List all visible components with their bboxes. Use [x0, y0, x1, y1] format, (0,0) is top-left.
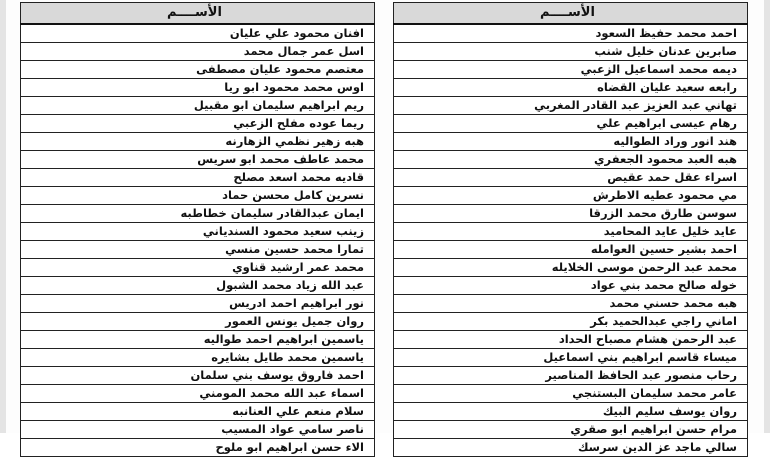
name-cell: اوس محمد محمود ابو ريا [21, 79, 375, 97]
column-header-name: الأســــم [394, 3, 748, 25]
name-cell: سالي ماجد عز الدين سرسك [394, 439, 748, 457]
table-row [394, 187, 748, 205]
table-row [394, 97, 748, 115]
name-cell: ميساء قاسم ابراهيم بني اسماعيل [394, 349, 748, 367]
name-cell: سوسن طارق محمد الزرقا [394, 205, 748, 223]
table-header-row [394, 3, 748, 25]
table-row [21, 79, 375, 97]
name-cell: مرام حسن ابراهيم ابو صقري [394, 421, 748, 439]
name-cell: ايمان عبدالقادر سليمان خطاطبه [21, 205, 375, 223]
table-row [394, 169, 748, 187]
names-table-right [393, 2, 748, 457]
table-row [21, 61, 375, 79]
name-cell: معتصم محمود عليان مصطفى [21, 61, 375, 79]
table-row [21, 169, 375, 187]
column-header-name: الأســــم [21, 3, 375, 25]
name-cell: محمد عبد الرحمن موسى الخلايله [394, 259, 748, 277]
table-row [21, 43, 375, 61]
table-row [21, 349, 375, 367]
scan-shadow-right [764, 0, 770, 433]
table-row [21, 97, 375, 115]
table-row [394, 133, 748, 151]
name-cell: عامر محمد سليمان البستنجي [394, 385, 748, 403]
table-row [394, 241, 748, 259]
table-row [394, 43, 748, 61]
name-cell: ريما عوده مفلح الزعبي [21, 115, 375, 133]
table-row [394, 385, 748, 403]
table-row [394, 259, 748, 277]
name-cell: ياسمين محمد طايل بشايره [21, 349, 375, 367]
table-row [394, 313, 748, 331]
name-cell: عايد خليل عايد المحاميد [394, 223, 748, 241]
name-cell: اماني راجي عبدالحميد بكر [394, 313, 748, 331]
name-cell: مي محمود عطيه الاطرش [394, 187, 748, 205]
table-row [21, 295, 375, 313]
name-cell: خوله صالح محمد بني عواد [394, 277, 748, 295]
name-cell: ديمه محمد اسماعيل الزعبي [394, 61, 748, 79]
name-cell: احمد محمد حفيظ السعود [394, 24, 748, 43]
name-cell: اسل عمر جمال محمد [21, 43, 375, 61]
table-row [21, 439, 375, 457]
name-cell: هبه زهير نظمي الزهارنه [21, 133, 375, 151]
table-row [21, 403, 375, 421]
table-row [394, 151, 748, 169]
table-header-row [21, 3, 375, 25]
table-row [394, 223, 748, 241]
table-row [394, 421, 748, 439]
table-row [21, 277, 375, 295]
name-cell: الاء حسن ابراهيم ابو ملوح [21, 439, 375, 457]
name-cell: احمد فاروق يوسف بني سلمان [21, 367, 375, 385]
names-table-left [20, 2, 375, 457]
name-cell: تمارا محمد حسين منسي [21, 241, 375, 259]
table-row [21, 331, 375, 349]
table-row [21, 187, 375, 205]
table-row [21, 151, 375, 169]
name-cell: روان يوسف سليم البيك [394, 403, 748, 421]
table-row [394, 61, 748, 79]
name-cell: اسماء عبد الله محمد المومني [21, 385, 375, 403]
name-cell: عبد الله زياد محمد الشبول [21, 277, 375, 295]
table-row [21, 313, 375, 331]
table-row [21, 385, 375, 403]
table-row [394, 331, 748, 349]
name-cell: ناصر سامي عواد المسيب [21, 421, 375, 439]
table-row [21, 367, 375, 385]
table-row [394, 205, 748, 223]
table-row [21, 115, 375, 133]
table-body [394, 24, 748, 457]
name-cell: زينب سعيد محمود السندياني [21, 223, 375, 241]
name-cell: سلام منعم علي العنانبه [21, 403, 375, 421]
name-cell: رحاب منصور عبد الحافظ المناصير [394, 367, 748, 385]
name-cell: نور ابراهيم احمد ادريس [21, 295, 375, 313]
name-cell: افنان محمود علي عليان [21, 24, 375, 43]
table-row [394, 115, 748, 133]
name-cell: محمد عمر ارشيد قناوي [21, 259, 375, 277]
name-cell: هند انور وراد الطواليه [394, 133, 748, 151]
table-row [394, 24, 748, 43]
table-row [21, 421, 375, 439]
name-cell: ياسمين ابراهيم احمد طواليه [21, 331, 375, 349]
name-cell: قاديه محمد اسعد مصلح [21, 169, 375, 187]
name-cell: محمد عاطف محمد ابو سريس [21, 151, 375, 169]
name-cell: هبه محمد حسني محمد [394, 295, 748, 313]
name-cell: اسراء عقل حمد عقيص [394, 169, 748, 187]
table-row [21, 205, 375, 223]
name-cell: احمد بشير حسين العوامله [394, 241, 748, 259]
table-row [394, 403, 748, 421]
name-cell: صابرين عدنان خليل شنب [394, 43, 748, 61]
table-row [394, 295, 748, 313]
scan-shadow-left [0, 0, 6, 433]
table-row [21, 241, 375, 259]
name-cell: تهاني عبد العزيز عبد القادر المغربي [394, 97, 748, 115]
table-row [21, 259, 375, 277]
table-row [21, 24, 375, 43]
name-cell: هبه العبد محمود الجعفري [394, 151, 748, 169]
table-row [394, 79, 748, 97]
table-row [394, 439, 748, 457]
table-row [21, 223, 375, 241]
table-row [21, 133, 375, 151]
table-row [394, 349, 748, 367]
name-cell: ريم ابراهيم سليمان ابو مقبيل [21, 97, 375, 115]
name-cell: رابعه سعيد عليان القضاه [394, 79, 748, 97]
name-cell: رهام عيسى ابراهيم علي [394, 115, 748, 133]
name-cell: روان جميل يونس العمور [21, 313, 375, 331]
name-cell: نسرين كامل محسن حماد [21, 187, 375, 205]
table-row [394, 367, 748, 385]
name-cell: عبد الرحمن هشام مصباح الحداد [394, 331, 748, 349]
table-row [394, 277, 748, 295]
table-body [21, 24, 375, 457]
